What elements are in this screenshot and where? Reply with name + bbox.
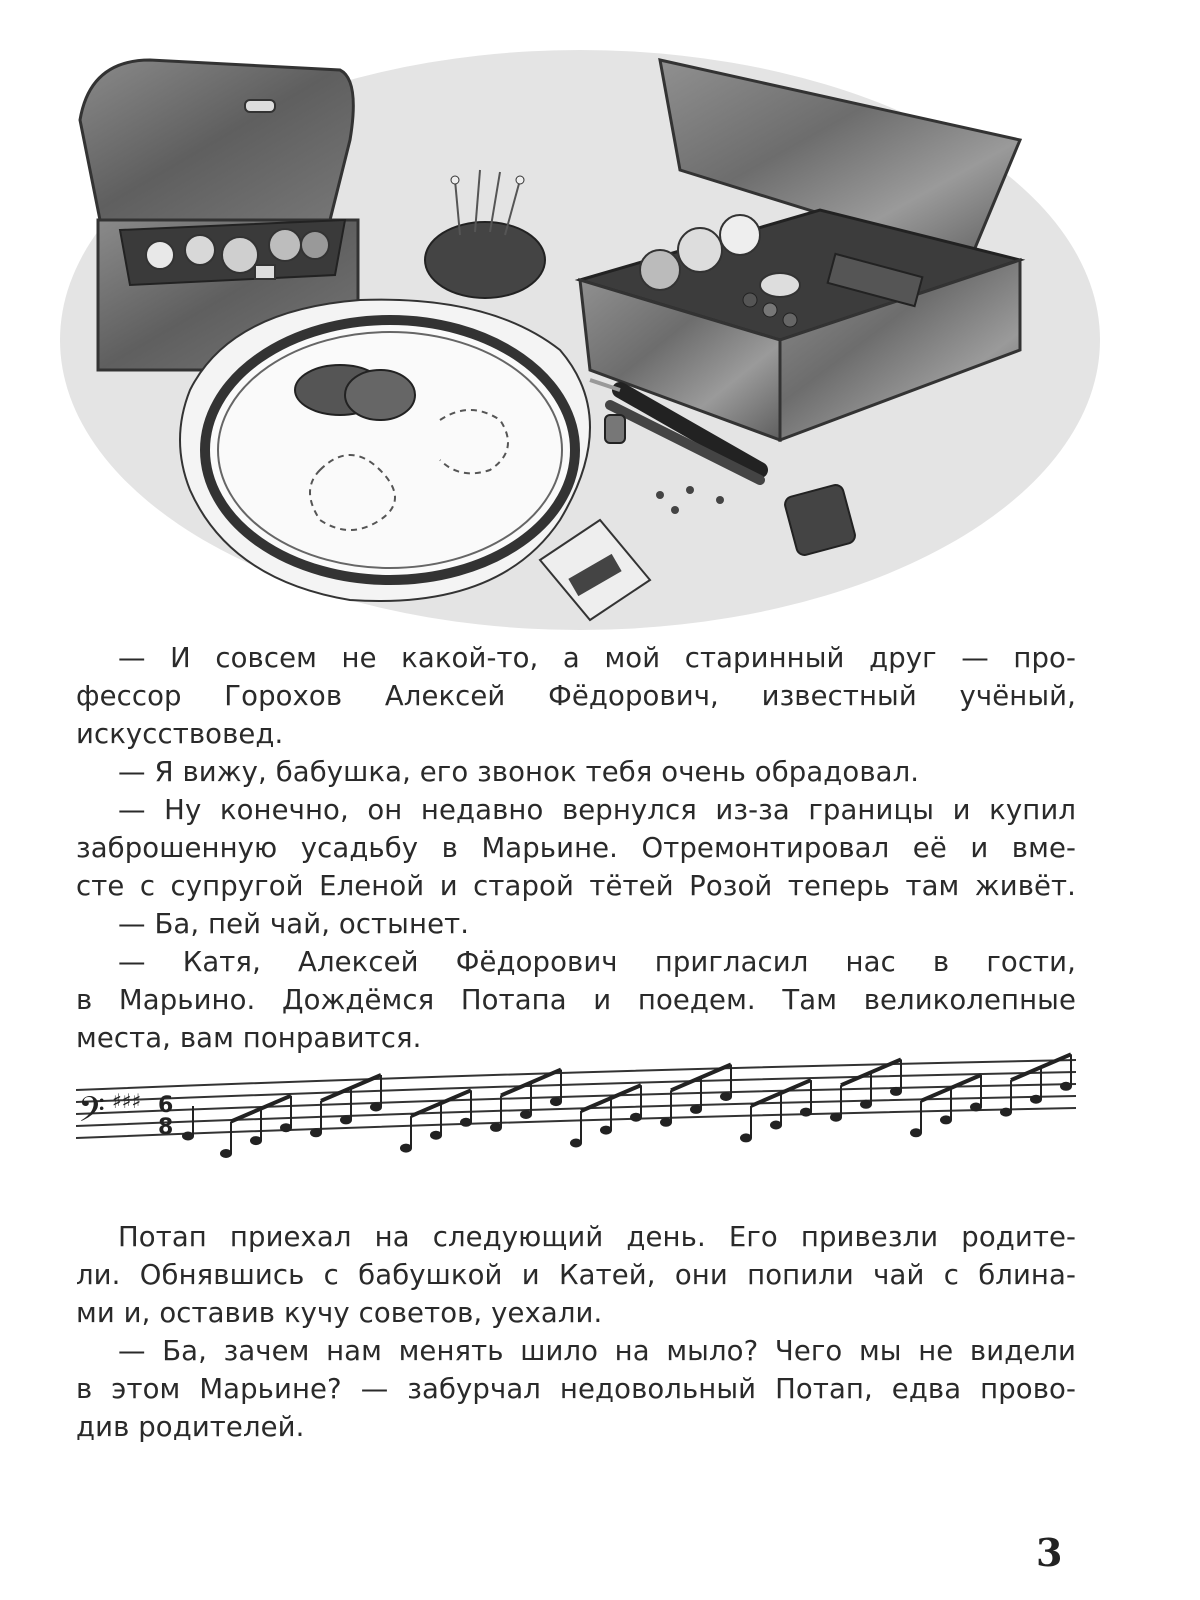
page-number: 3: [1036, 1530, 1063, 1575]
music-staff: [76, 1050, 1076, 1210]
text-line: — Ба, зачем нам менять шило на мыло? Чего мы не видели: [118, 1335, 1076, 1367]
text-line: сте с супругой Еленой и старой тётей Розой теперь там живёт.: [76, 870, 1076, 902]
text-line: — Ба, пей чай, остынет.: [118, 908, 470, 940]
text-block-top: [76, 639, 1076, 1057]
text-line: фессор Горохов Алексей Фёдорович, известный учёный,: [76, 680, 1076, 712]
time-signature-bottom: 8: [158, 1115, 174, 1140]
text-line: места, вам понравится.: [76, 1022, 422, 1054]
text-line: в Марьино. Дождёмся Потапа и поедем. Там великолепные: [76, 984, 1076, 1016]
thimble-icon: [605, 415, 625, 443]
text-line: див родителей.: [76, 1411, 305, 1443]
sharp-icon: ♯♯♯: [112, 1089, 142, 1113]
text-line: Потап приехал на следующий день. Его привезли родите-: [118, 1221, 1076, 1253]
time-signature-top: 6: [158, 1093, 174, 1118]
text-line: — Я вижу, бабушка, его звонок тебя очень обрадовал.: [118, 756, 920, 788]
sewing-illustration: [60, 20, 1100, 640]
text-line: ми и, оставив кучу советов, уехали.: [76, 1297, 603, 1329]
text-line: искусствовед.: [76, 718, 284, 750]
text-line: — Катя, Алексей Фёдорович пригласил нас в гости,: [118, 946, 1076, 978]
text-block-bottom: [76, 1218, 1076, 1446]
text-line: заброшенную усадьбу в Марьине. Отремонтировал её и вме-: [76, 832, 1076, 864]
text-line: — Ну конечно, он недавно вернулся из-за границы и купил: [118, 794, 1076, 826]
text-line: — И совсем не какой-то, а мой старинный друг — про-: [118, 642, 1076, 674]
text-line: в этом Марьине? — забурчал недовольный Потап, едва прово-: [76, 1373, 1076, 1405]
bass-clef-icon: 𝄢: [78, 1089, 106, 1138]
text-line: ли. Обнявшись с бабушкой и Катей, они попили чай с блина-: [76, 1259, 1076, 1291]
embroidery-hoop-icon: [180, 300, 590, 601]
